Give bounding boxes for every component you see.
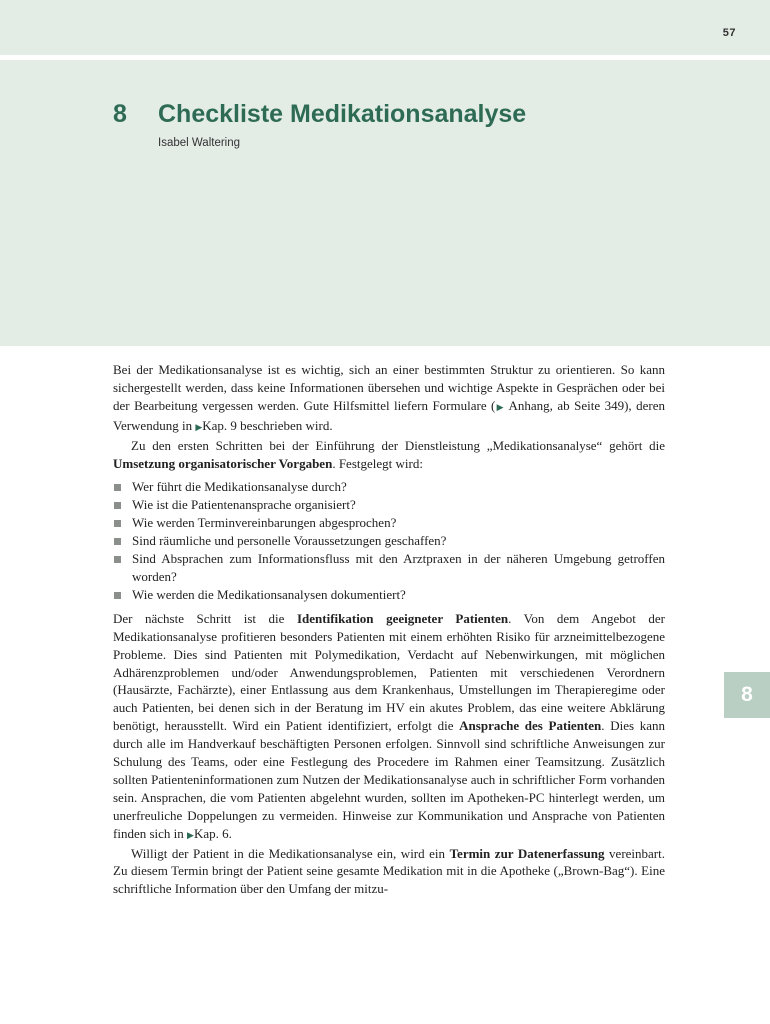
- chapter-thumb-tab[interactable]: 8: [724, 672, 770, 718]
- cross-reference-arrow-icon: ▶: [195, 421, 203, 432]
- header-band: [0, 0, 770, 55]
- text-span: . Dies kann durch alle im Handverkauf beschäftigten Personen erfolgen. Sinnvoll sind schriftliche Anweisungen zur Schulung des Teams, oder eine Festlegung des Procedere im Rahmen einer Teamsitzung. Zusätzlich sollten Patienteninformationen zum Nutzen der Medikationsanalyse auch in schriftlicher Form vorhanden sein. Ansprachen, die vom Patienten abgelehnt wurden, sollten im Apotheken-PC hinterlegt werden, um unerfreuliche Doppelungen zu vermeiden. Hinweise zur Kommunikation und Ansprache von Patienten finden sich in: [113, 718, 665, 841]
- list-item-text: Wie ist die Patientenansprache organisiert?: [132, 497, 356, 513]
- list-item-text: Wie werden Terminvereinbarungen abgesprochen?: [132, 515, 397, 531]
- intro-paragraph-2: [113, 437, 665, 473]
- chapter-number: 8: [113, 100, 127, 128]
- checklist: [113, 478, 665, 603]
- paragraph-patient-identification: [113, 610, 665, 845]
- list-item-text: Sind räumliche und personelle Voraussetzungen geschaffen?: [132, 533, 447, 549]
- chapter-author: Isabel Waltering: [158, 137, 241, 149]
- list-item: [113, 532, 665, 550]
- list-item: [113, 496, 665, 514]
- square-bullet-icon: [114, 538, 121, 545]
- text-span: .: [228, 825, 232, 841]
- bold-term: Termin zur Datenerfassung: [449, 845, 605, 861]
- paragraph-appointment: [113, 845, 665, 899]
- text-span: Der nächste Schritt ist die: [113, 610, 297, 626]
- bold-term: Ansprache des Patienten: [459, 718, 602, 734]
- square-bullet-icon: [114, 556, 121, 563]
- list-item-text: Sind Absprachen zum Informationsfluss mit den Arztpraxen in der näheren Umgebung getroffen worden?: [132, 551, 665, 584]
- list-item: [113, 550, 665, 586]
- square-bullet-icon: [114, 520, 121, 527]
- list-item: [113, 514, 665, 532]
- text-span: Zu den ersten Schritten bei der Einführung der Dienstleistung „Medikationsanalyse“ gehört die: [131, 437, 665, 453]
- text-span: . Festgelegt wird:: [332, 455, 423, 471]
- cross-reference-arrow-icon: ▶: [495, 401, 505, 412]
- cross-reference-link-chapter-6[interactable]: Kap. 6: [193, 825, 229, 841]
- page-number: 57: [722, 27, 736, 39]
- list-item-text: Wie werden die Medikationsanalysen dokumentiert?: [132, 586, 406, 602]
- text-span: Bei der Medikationsanalyse ist es wichtig, sich an einer bestimmten Struktur zu orientieren. So kann sichergestellt werden, dass keine Informationen übersehen und wichtige Aspekte in Gesprächen oder bei der Bearbeitung vergessen werden. Gute Hilfsmittel liefern Formulare (: [113, 362, 665, 413]
- square-bullet-icon: [114, 502, 121, 509]
- text-span: ), deren Verwendung in: [113, 397, 665, 433]
- list-item-text: Wer führt die Medikationsanalyse durch?: [132, 479, 347, 495]
- text-span: . Von dem Angebot der Medikationsanalyse profitieren besonders Patienten mit einem erhöhten Risiko für arzneimittelbezogene Probleme. Dies sind Patienten mit Polymedikation, Verdacht auf Nebenwirkungen, mit möglichen Adhärenzproblemen und/oder Anwendungsproblemen, Patienten mit verschiedenen Verordnern (Hausärzte, Fachärzte), einer Entlassung aus dem Krankenhaus, Umstellungen im Therapieregime oder auch Patienten, bei denen sich in der Beratung im HV ein akutes Problem, das eine weitere Abklärung benötigt, herausstellt. Wird ein Patient identifiziert, erfolgt die: [113, 610, 665, 734]
- cross-reference-link-chapter-9[interactable]: Kap. 9: [202, 417, 237, 433]
- bold-term: Identifikation geeigneter Patienten: [296, 610, 509, 626]
- text-span: beschrieben wird.: [236, 417, 333, 433]
- body-text: [113, 361, 665, 898]
- bold-term: Umsetzung organisatorischer Vorgaben: [113, 455, 333, 471]
- text-span: vereinbart. Zu diesem Termin bringt der Patient seine gesamte Medikation mit in die Apotheke („Brown-Bag“). Eine schriftliche Information über den Umfang der mitzu-: [113, 845, 666, 897]
- square-bullet-icon: [114, 484, 121, 491]
- cross-reference-link-appendix[interactable]: Anhang, ab Seite 349: [508, 397, 625, 413]
- chapter-title: Checkliste Medikationsanalyse: [158, 100, 527, 128]
- intro-paragraph-1: [113, 361, 665, 437]
- cross-reference-arrow-icon: ▶: [187, 829, 194, 840]
- list-item: [113, 478, 665, 496]
- list-item: [113, 586, 665, 604]
- text-span: Willigt der Patient in die Medikationsanalyse ein, wird ein: [131, 845, 450, 861]
- square-bullet-icon: [114, 592, 121, 599]
